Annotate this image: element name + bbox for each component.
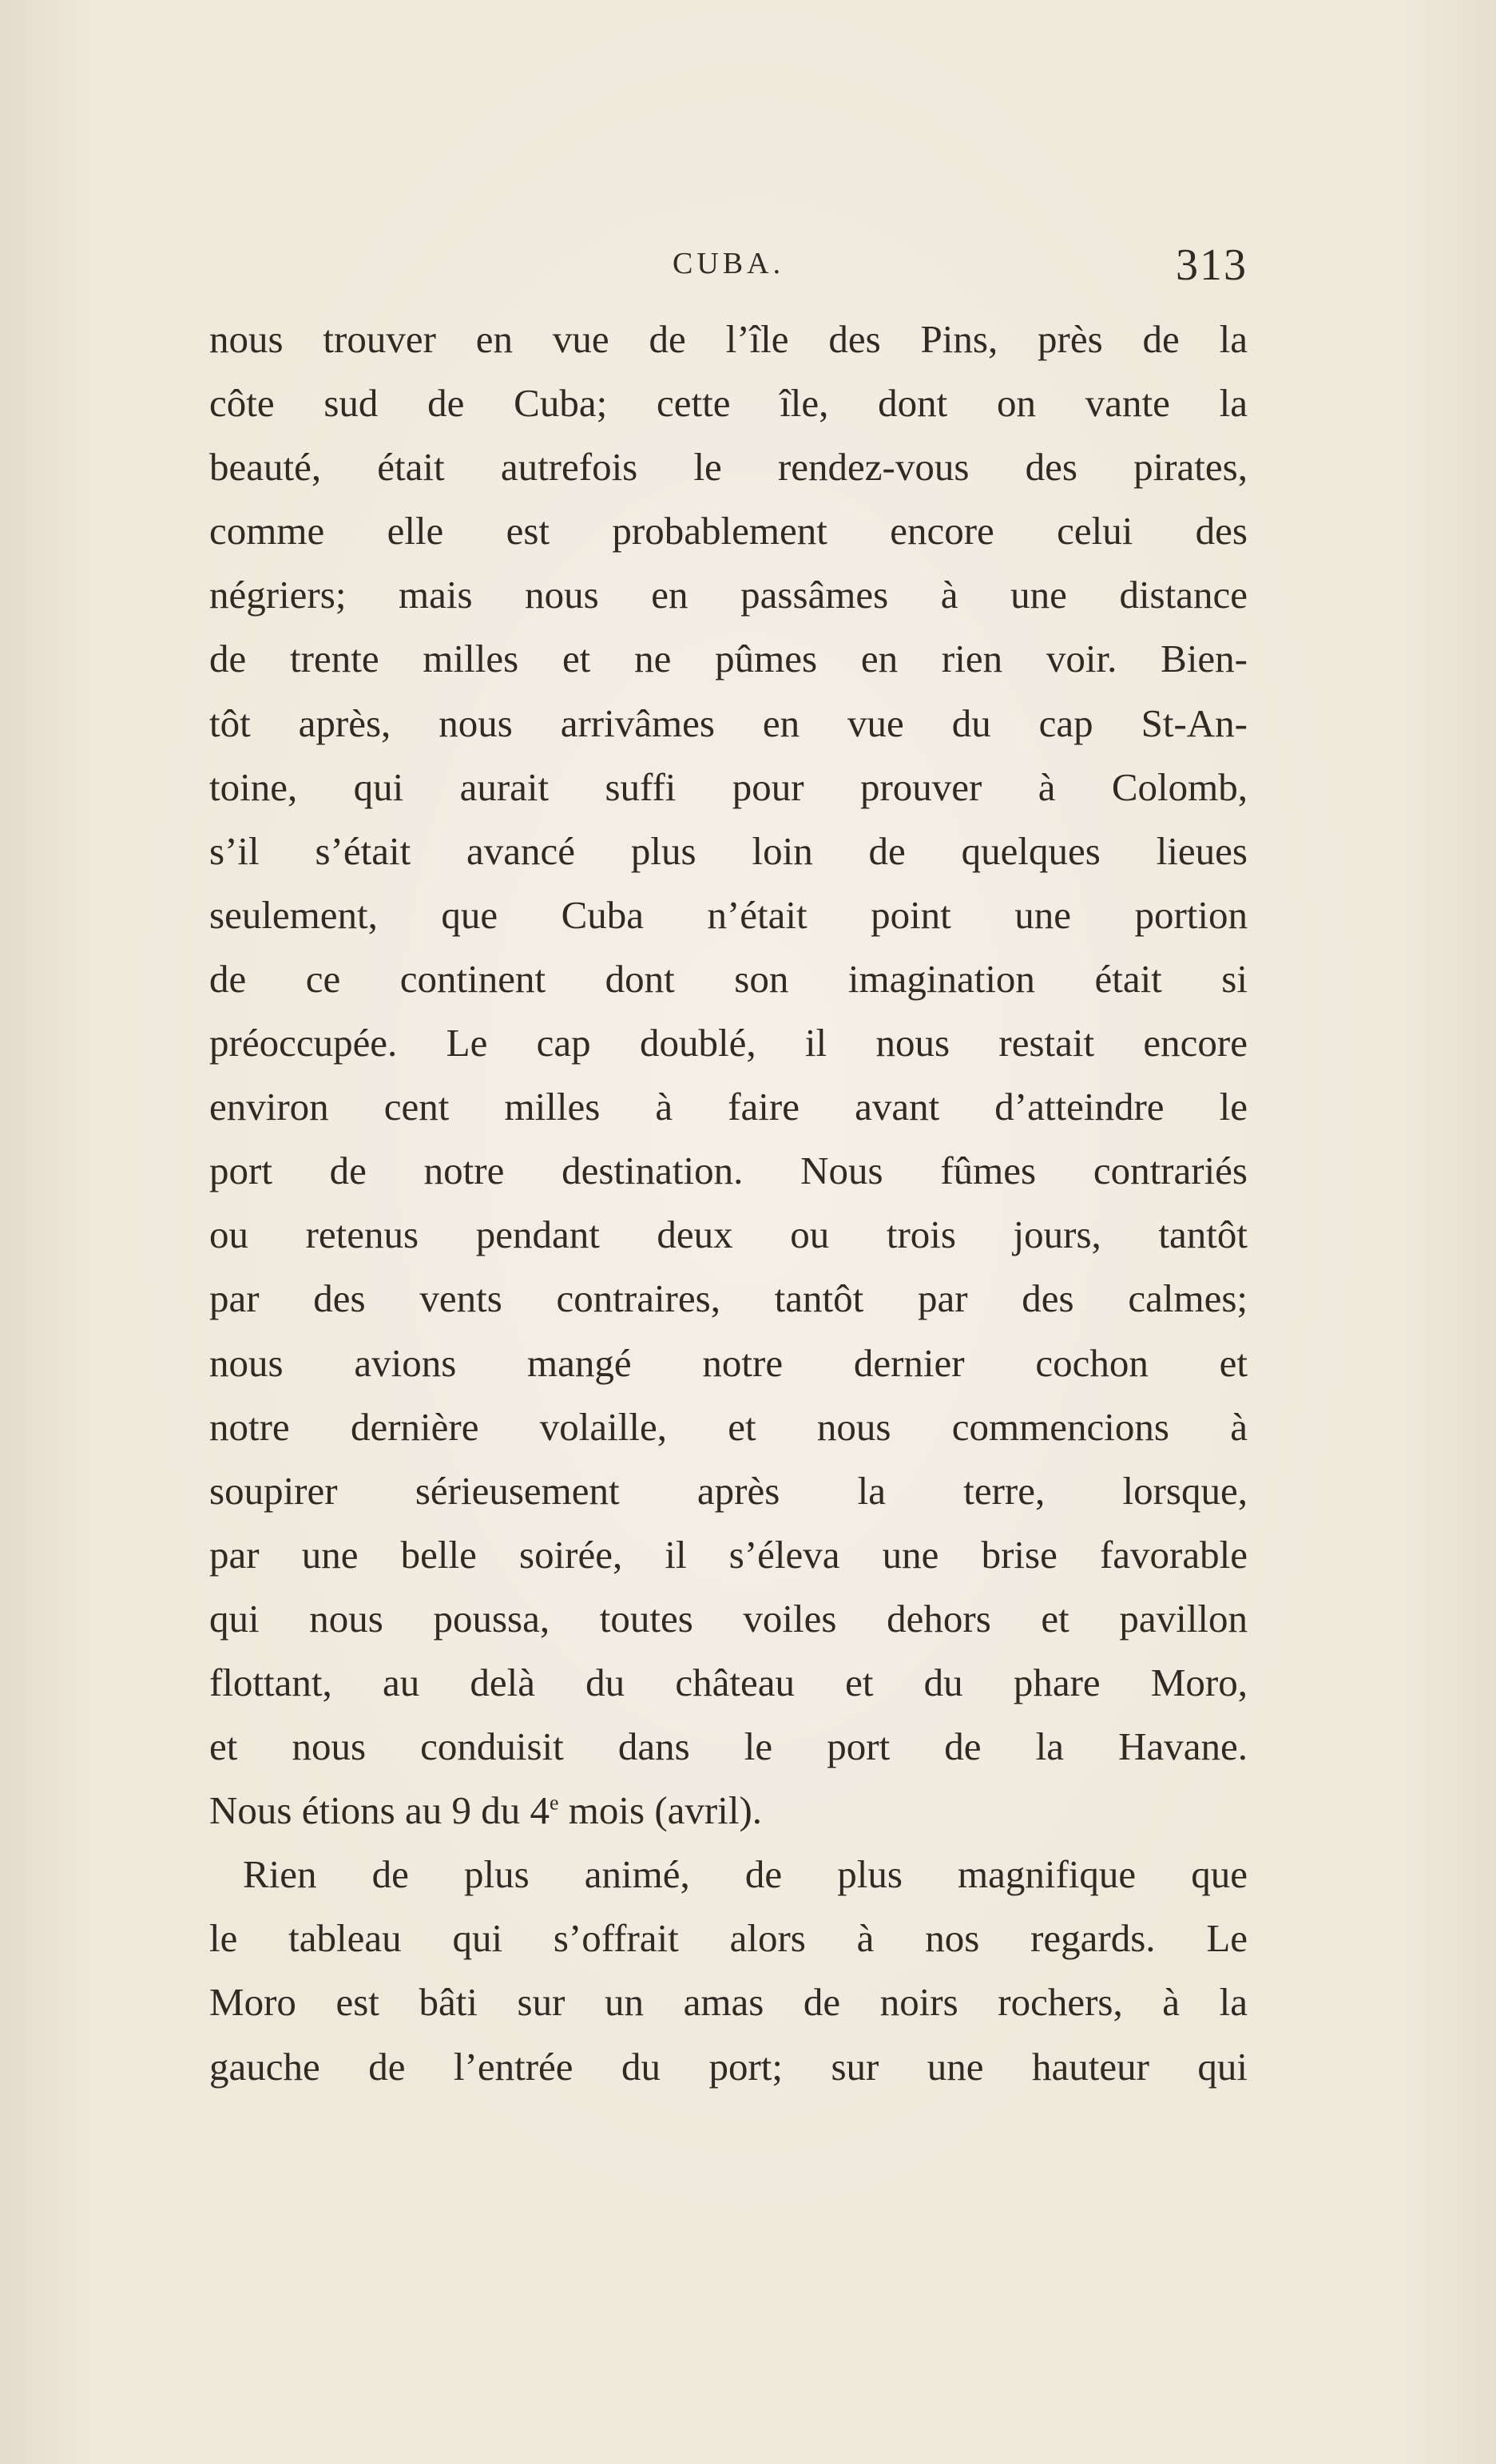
- text-line-24: [209, 1779, 1248, 1843]
- para2-line-4: gauche de l’entrée du port; sur une hauteur qui: [209, 2044, 1248, 2089]
- running-head: [209, 240, 1248, 296]
- ordinal-superscript: e: [550, 1791, 559, 1815]
- text-line-5: négriers; mais nous en passâmes à une distance: [209, 573, 1248, 617]
- running-title: CUBA.: [673, 247, 785, 280]
- para2-line-2: le tableau qui s’offrait alors à nos regards. Le: [209, 1916, 1248, 1961]
- text-line-12: préoccupée. Le cap doublé, il nous restait encore: [209, 1021, 1248, 1065]
- text-line-14: port de notre destination. Nous fûmes contrariés: [209, 1149, 1248, 1193]
- paragraph-end-tail: mois (avril).: [558, 1788, 763, 1833]
- text-line-7: tôt après, nous arrivâmes en vue du cap St-An-: [209, 700, 1248, 745]
- body-text: [209, 308, 1248, 2099]
- page-number: 313: [1176, 240, 1248, 290]
- text-line-23: et nous conduisit dans le port de la Havane.: [209, 1724, 1248, 1769]
- paragraph-end-text: Nous étions au 9 du 4: [209, 1788, 550, 1833]
- text-line-10: seulement, que Cuba n’était point une portion: [209, 892, 1248, 937]
- text-line-9: s’il s’était avancé plus loin de quelques lieues: [209, 828, 1248, 873]
- para2-line-1: Rien de plus animé, de plus magnifique que: [243, 1852, 1248, 1897]
- text-line-13: environ cent milles à faire avant d’atteindre le: [209, 1085, 1248, 1129]
- text-line-19: soupirer sérieusement après la terre, lorsque,: [209, 1468, 1248, 1513]
- text-line-16: par des vents contraires, tantôt par des calmes;: [209, 1276, 1248, 1321]
- text-line-4: comme elle est probablement encore celui des: [209, 509, 1248, 554]
- text-line-20: par une belle soirée, il s’éleva une brise favorable: [209, 1532, 1248, 1577]
- text-line-17: nous avions mangé notre dernier cochon et: [209, 1340, 1248, 1385]
- para2-line-3: Moro est bâti sur un amas de noirs rochers, à la: [209, 1980, 1248, 2025]
- text-line-2: côte sud de Cuba; cette île, dont on vante la: [209, 381, 1248, 426]
- text-line-15: ou retenus pendant deux ou trois jours, tantôt: [209, 1212, 1248, 1257]
- text-line-1: nous trouver en vue de l’île des Pins, près de la: [209, 317, 1248, 361]
- text-line-6: de trente milles et ne pûmes en rien voir. Bien-: [209, 637, 1248, 681]
- text-line-22: flottant, au delà du château et du phare Moro,: [209, 1660, 1248, 1704]
- text-line-18: notre dernière volaille, et nous commencions à: [209, 1404, 1248, 1449]
- text-line-21: qui nous poussa, toutes voiles dehors et pavillon: [209, 1596, 1248, 1641]
- text-line-3: beauté, était autrefois le rendez-vous des pirates,: [209, 445, 1248, 490]
- text-line-8: toine, qui aurait suffi pour prouver à Colomb,: [209, 764, 1248, 809]
- text-line-11: de ce continent dont son imagination était si: [209, 956, 1248, 1001]
